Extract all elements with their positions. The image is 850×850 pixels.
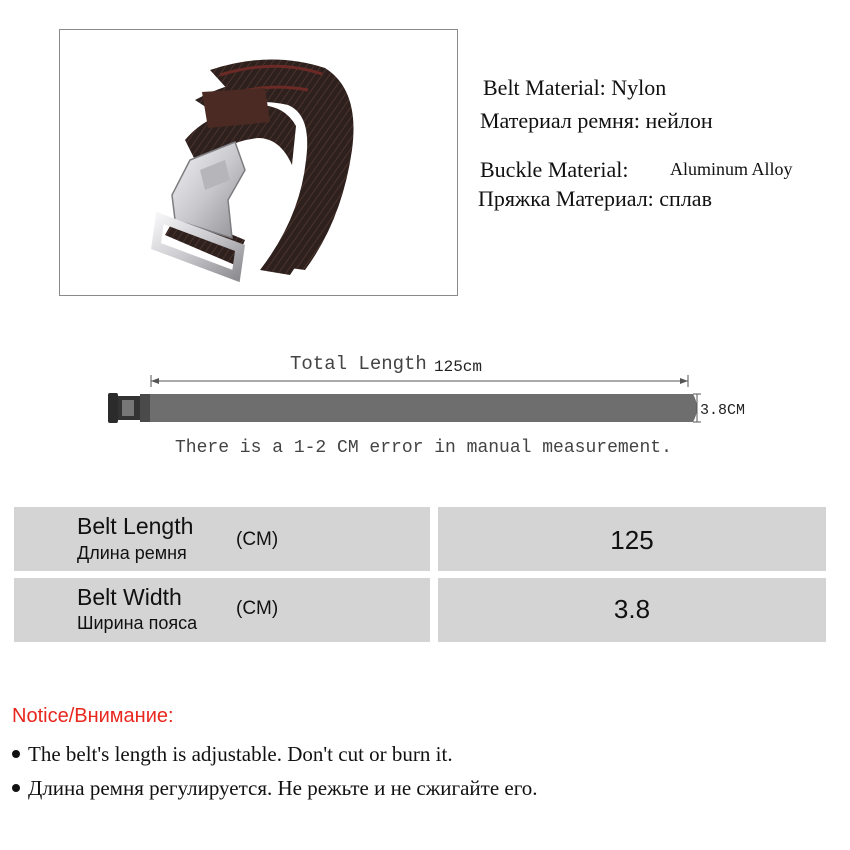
belt-photo-illustration bbox=[60, 30, 457, 295]
buckle-material-en-label: Buckle Material: bbox=[480, 157, 629, 182]
belt-length-label-en: Belt Length bbox=[77, 513, 194, 539]
belt-width-label-en: Belt Width bbox=[77, 584, 182, 610]
table-row-length-value-cell bbox=[438, 507, 826, 571]
belt-length-label-ru: Длина ремня bbox=[77, 543, 187, 563]
belt-length-unit: (CM) bbox=[236, 529, 279, 550]
table-row-width-label-cell bbox=[14, 578, 430, 642]
notice-item bbox=[12, 742, 453, 767]
bullet-dot-icon bbox=[12, 750, 20, 758]
belt-measurement-diagram bbox=[38, 308, 813, 468]
buckle-material-ru: Пряжка Материал: сплав bbox=[478, 186, 712, 211]
belt-material-ru: Материал ремня: нейлон bbox=[480, 108, 713, 133]
table-row-length-label-cell bbox=[14, 507, 430, 571]
belt-material-en: Belt Material: Nylon bbox=[483, 75, 667, 100]
notice-title: Notice/Внимание: bbox=[12, 705, 174, 727]
measurement-error-note: There is a 1-2 CM error in manual measurement. bbox=[175, 438, 672, 458]
belt-width-value: 3.8CM bbox=[700, 402, 746, 419]
belt-width-value: 3.8 bbox=[613, 594, 651, 624]
belt-width-label-ru: Ширина пояса bbox=[77, 613, 198, 633]
belt-width-unit: (CM) bbox=[236, 598, 279, 619]
buckle-material-en-value: Aluminum Alloy bbox=[670, 159, 793, 179]
notice-item bbox=[12, 776, 538, 801]
total-length-value: 125cm bbox=[434, 358, 483, 376]
notice-item-text: Длина ремня регулируется. Не режьте и не сжигайте его. bbox=[28, 776, 538, 800]
bullet-dot-icon bbox=[12, 784, 20, 792]
table-row-width-value-cell bbox=[438, 578, 826, 642]
belt-length-value: 125 bbox=[610, 525, 654, 555]
notice-item-text: The belt's length is adjustable. Don't cut or burn it. bbox=[28, 742, 453, 766]
total-length-label: Total Length bbox=[290, 353, 427, 375]
product-photo bbox=[59, 29, 458, 296]
